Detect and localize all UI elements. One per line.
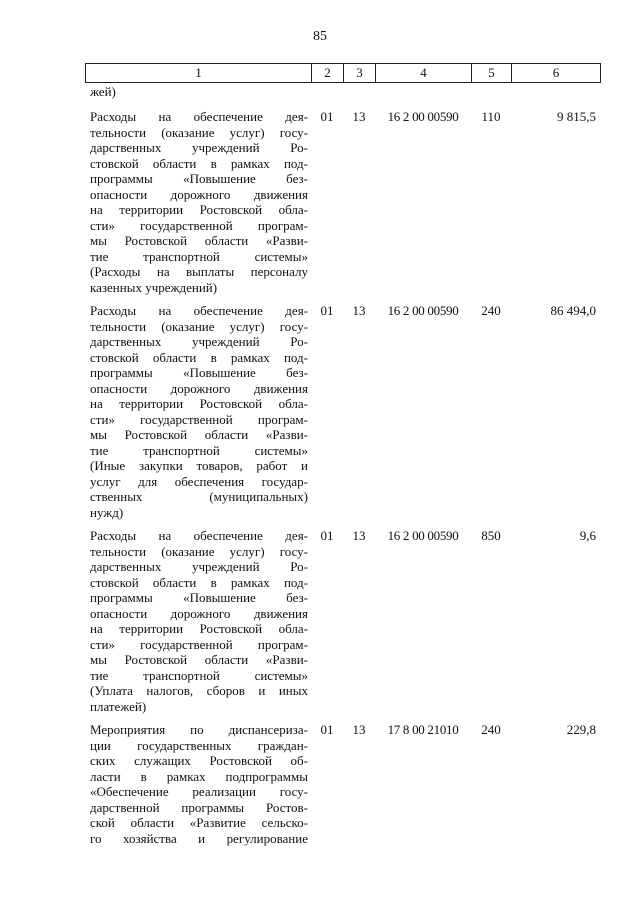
table-row: [85, 303, 600, 520]
description-line: на территории Ростовской обла-: [90, 621, 308, 636]
description-line: дарственных учреждений Ро-: [90, 334, 308, 349]
table-row: [85, 528, 600, 714]
row-expense-type: 110: [481, 109, 501, 124]
row-target-code: 16 2 00 00590: [387, 528, 459, 543]
description-line: программы «Повышение без-: [90, 171, 308, 186]
row-description: [90, 722, 308, 846]
description-line: казенных учреждений): [90, 279, 218, 295]
table-row: [85, 109, 600, 295]
description-line: сти» государственной програм-: [90, 217, 308, 233]
row-expense-type: 240: [481, 722, 501, 737]
continuation-text: жей): [90, 84, 116, 99]
description-line: ственных (муниципальных): [90, 489, 308, 504]
row-amount: 9 815,5: [557, 109, 596, 124]
description-line: дарственных учреждений Ро-: [90, 140, 308, 155]
description-line: тие транспортной системы»: [90, 442, 308, 458]
description-line: на территории Ростовской обла-: [90, 396, 308, 411]
header-col-2: 2: [312, 64, 344, 83]
description-line: тельности (оказание услуг) госу-: [90, 318, 308, 334]
description-line: Мероприятия по диспансериза-: [90, 722, 308, 737]
description-line: го хозяйства и регулирование: [90, 830, 308, 846]
row-amount: 86 494,0: [550, 303, 596, 318]
row-description: [90, 303, 308, 520]
description-line: сти» государственной програм-: [90, 636, 308, 652]
row-expense-type: 240: [481, 303, 501, 318]
description-line: ских служащих Ростовской об-: [90, 753, 308, 768]
description-line: опасности дорожного движения: [90, 380, 308, 396]
row-amount: 229,8: [566, 722, 596, 737]
description-line: дарственной программы Ростов-: [90, 799, 308, 815]
description-line: мы Ростовской области «Разви-: [90, 652, 308, 667]
description-line: тие транспортной системы»: [90, 248, 308, 264]
description-line: стовской области в рамках под-: [90, 574, 308, 590]
description-line: платежей): [90, 698, 147, 714]
table-header: [85, 63, 601, 83]
description-line: мы Ростовской области «Разви-: [90, 427, 308, 442]
description-line: дарственных учреждений Ро-: [90, 559, 308, 574]
description-line: ской области «Развитие сельско-: [90, 815, 308, 830]
row-target-code: 16 2 00 00590: [387, 109, 459, 124]
row-expense-type: 850: [481, 528, 501, 543]
row-section-code: 01: [320, 109, 334, 124]
table-row: [85, 722, 600, 846]
row-section-code: 01: [320, 528, 334, 543]
description-line: (Расходы на выплаты персоналу: [90, 264, 308, 279]
row-description: [90, 109, 308, 295]
description-line: опасности дорожного движения: [90, 605, 308, 621]
description-line: тие транспортной системы»: [90, 667, 308, 683]
header-col-1: 1: [86, 64, 312, 83]
row-description: [90, 528, 308, 714]
description-line: стовской области в рамках под-: [90, 155, 308, 171]
description-line: ласти в рамках подпрограммы: [90, 768, 308, 784]
description-line: на территории Ростовской обла-: [90, 202, 308, 217]
description-line: «Обеспечение реализации госу-: [90, 784, 308, 799]
row-section-code: 01: [320, 303, 334, 318]
header-col-6: 6: [512, 64, 601, 83]
description-line: ции государственных граждан-: [90, 737, 308, 753]
header-col-5: 5: [472, 64, 512, 83]
description-line: тельности (оказание услуг) госу-: [90, 543, 308, 559]
header-col-3: 3: [344, 64, 376, 83]
description-line: тельности (оказание услуг) госу-: [90, 124, 308, 140]
table-body: [85, 84, 600, 854]
description-line: программы «Повышение без-: [90, 590, 308, 605]
row-target-code: 16 2 00 00590: [387, 303, 459, 318]
header-col-4: 4: [376, 64, 472, 83]
row-section-code: 01: [320, 722, 334, 737]
description-line: сти» государственной програм-: [90, 411, 308, 427]
description-line: (Уплата налогов, сборов и иных: [90, 683, 308, 698]
row-subsection-code: 13: [352, 303, 366, 318]
row-amount: 9,6: [579, 528, 596, 543]
description-line: стовской области в рамках под-: [90, 349, 308, 365]
description-line: опасности дорожного движения: [90, 186, 308, 202]
description-line: (Иные закупки товаров, работ и: [90, 458, 308, 473]
row-subsection-code: 13: [352, 528, 366, 543]
description-line: программы «Повышение без-: [90, 365, 308, 380]
row-subsection-code: 13: [352, 109, 366, 124]
page-number: 85: [313, 29, 327, 44]
description-line: Расходы на обеспечение дея-: [90, 528, 308, 543]
description-line: мы Ростовской области «Разви-: [90, 233, 308, 248]
row-target-code: 17 8 00 21010: [387, 722, 459, 737]
description-line: Расходы на обеспечение дея-: [90, 109, 308, 124]
description-line: услуг для обеспечения государ-: [90, 473, 308, 489]
description-line: Расходы на обеспечение дея-: [90, 303, 308, 318]
description-line: нужд): [90, 504, 124, 520]
row-subsection-code: 13: [352, 722, 366, 737]
